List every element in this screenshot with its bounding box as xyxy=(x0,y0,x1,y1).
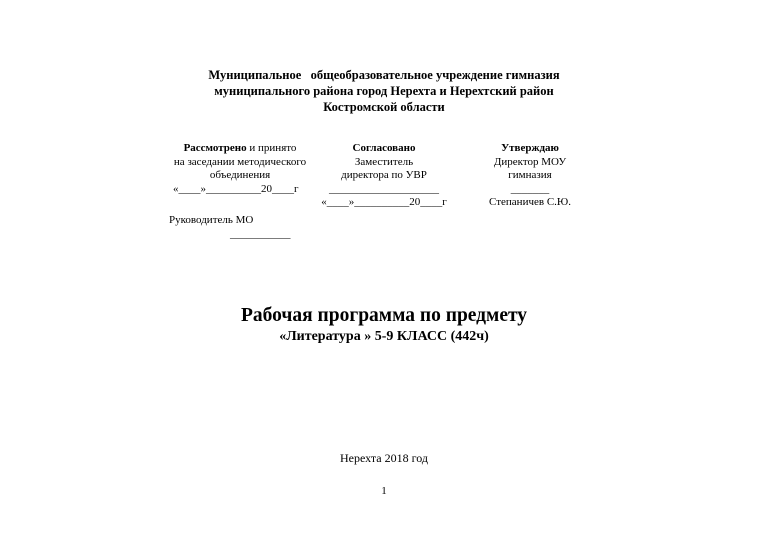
agreed-heading: Согласовано xyxy=(352,142,416,154)
header-line-3: Костромской области xyxy=(323,100,445,114)
approve-name: Степаничев С.Ю. xyxy=(489,196,571,208)
approve-line-3: гимназия xyxy=(508,169,552,181)
reviewed-rest: и принято xyxy=(246,142,297,154)
city-year: Нерехта 2018 год xyxy=(340,451,428,465)
approval-agreed-block xyxy=(318,142,450,210)
page-number: 1 xyxy=(381,485,387,497)
approval-approve-block xyxy=(482,142,578,210)
agreed-line-2: Заместитель xyxy=(354,155,414,168)
header-line-1: Муниципальное общеобразовательное учреждение гимназия xyxy=(208,68,560,82)
reviewed-line-3: объединения xyxy=(209,169,271,181)
reviewed-heading xyxy=(160,142,320,156)
program-title-block xyxy=(0,304,768,346)
agreed-signature-line: ____________________ xyxy=(329,182,439,195)
school-header xyxy=(0,67,768,115)
approval-reviewed-block xyxy=(160,142,320,241)
program-title: Рабочая программа по предмету xyxy=(240,305,528,326)
approve-signature-line: _______ xyxy=(510,182,550,195)
approve-heading: Утверждаю xyxy=(501,142,559,154)
mo-signature-line: ___________ xyxy=(230,227,291,240)
mo-head-label: Руководитель МО xyxy=(169,214,254,226)
approve-line-2: Директор МОУ xyxy=(493,155,567,168)
header-line-2: муниципального района город Нерехта и Нерехтский район xyxy=(214,84,554,98)
agreed-line-3: директора по УВР xyxy=(341,169,427,181)
reviewed-date: «____»__________20____г xyxy=(173,182,299,195)
reviewed-line-2: на заседании методического xyxy=(173,155,307,168)
reviewed-label: Рассмотрено xyxy=(183,142,247,154)
program-subtitle: «Литература » 5-9 КЛАСС (442ч) xyxy=(279,329,489,344)
agreed-date: «____»__________20____г xyxy=(321,196,447,208)
